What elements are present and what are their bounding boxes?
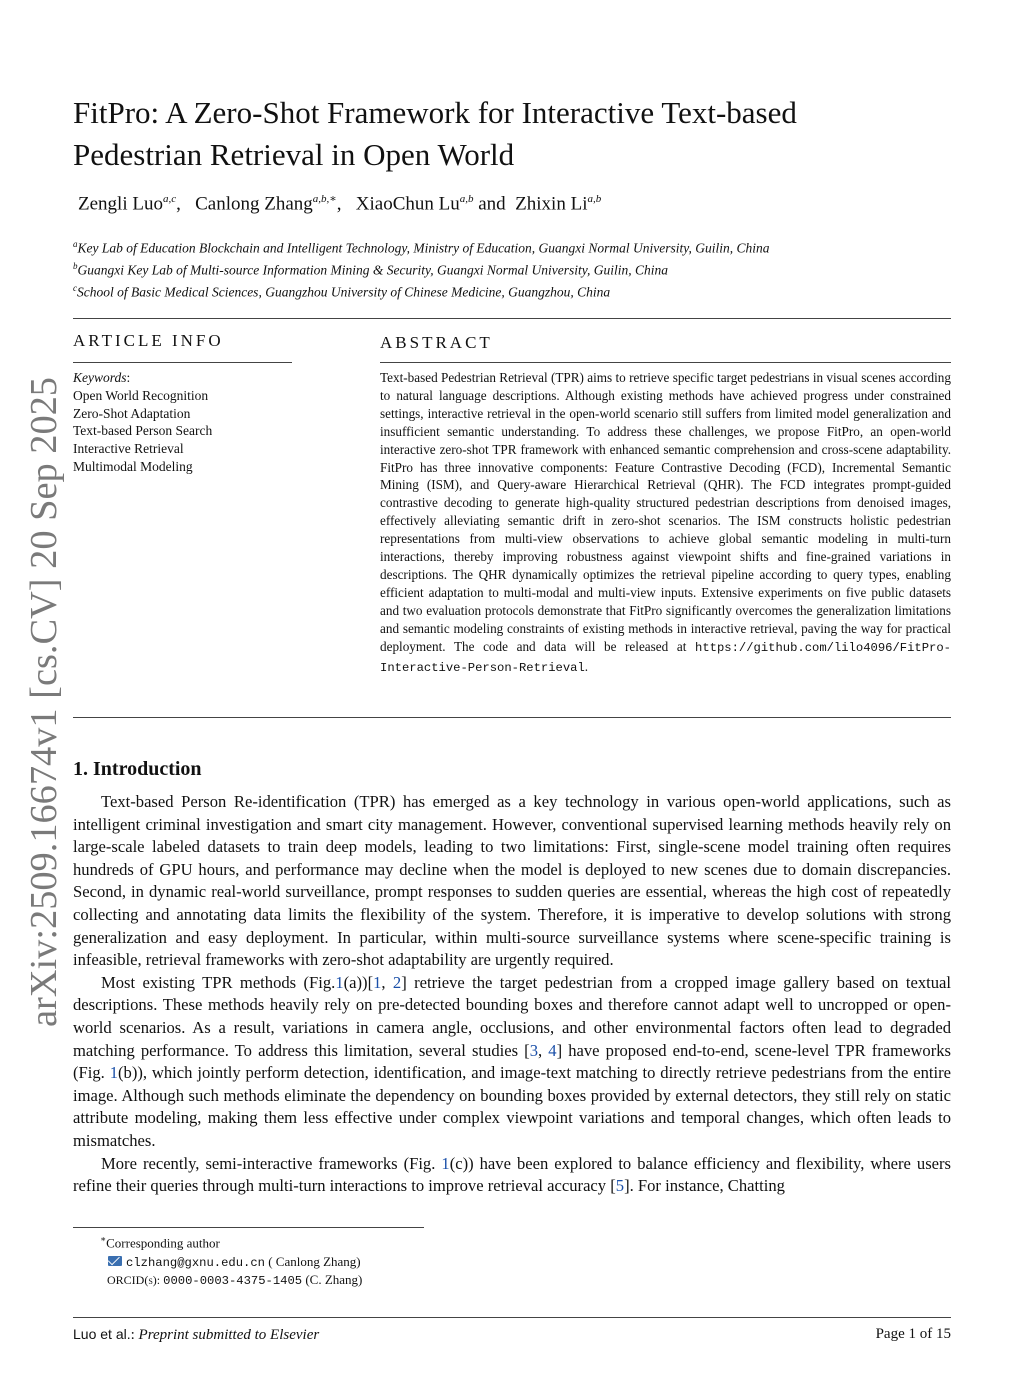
code-url-link[interactable]: https://github.com/lilo4096/FitPro-Interactive-Person-Retrieval <box>380 640 951 675</box>
email-icon <box>108 1256 122 1266</box>
arxiv-stamp-svg <box>18 372 66 1032</box>
author-name: XiaoChun Lu <box>355 193 460 215</box>
email-owner: ( Canlong Zhang) <box>264 1254 361 1269</box>
affiliation-text: Key Lab of Education Blockchain and Intelligent Technology, Ministry of Education, Guangxi Normal University, Guilin, China <box>77 240 770 256</box>
affiliation-mark: c <box>73 283 77 293</box>
keyword: Open World Recognition <box>73 387 209 403</box>
abstract-body <box>380 369 951 677</box>
author-name: Zengli Luo <box>78 193 163 215</box>
keyword: Multimodal Modeling <box>73 458 193 474</box>
email-link[interactable]: clzhang@gxnu.edu.cn <box>126 1256 265 1270</box>
orcid-label: ORCID(s): <box>107 1273 164 1287</box>
author-affil-mark: a,b <box>459 193 474 205</box>
keyword: Zero-Shot Adaptation <box>73 405 191 421</box>
footnote-corresponding: ∗Corresponding author <box>100 1234 220 1251</box>
keyword: Text-based Person Search <box>73 423 213 439</box>
author-affil-mark: a,c <box>162 193 177 205</box>
author-affil-mark: a,b,∗ <box>312 193 337 205</box>
arxiv-stamp-text: arXiv:2509.16674v1 [cs.CV] 20 Sep 2025 <box>23 383 65 1027</box>
article-info-divider <box>73 362 292 363</box>
introduction-body <box>73 791 951 1198</box>
title-line-1: FitPro: A Zero-Shot Framework for Interactive Text-based <box>73 95 797 130</box>
orcid-owner: (C. Zhang) <box>302 1272 363 1287</box>
footer-divider <box>73 1317 951 1318</box>
keywords-label: Keywords <box>73 370 127 385</box>
affiliation <box>73 283 973 301</box>
footer-left: Luo et al.: Preprint submitted to Elsevier <box>73 1326 320 1343</box>
affiliation-mark: b <box>73 261 78 271</box>
header-divider <box>73 318 951 319</box>
arxiv-stamp <box>18 372 66 1032</box>
affiliation-mark: a <box>73 239 78 249</box>
section-heading-introduction: 1. Introduction <box>73 758 202 780</box>
footnote-divider <box>73 1227 424 1228</box>
article-info-heading: ARTICLE INFO <box>73 331 224 350</box>
paper-title <box>73 92 953 176</box>
affiliation <box>73 239 973 257</box>
citation-link[interactable]: 4 <box>548 1040 557 1060</box>
affiliation-text: School of Basic Medical Sciences, Guangzhou University of Chinese Medicine, Guangzhou, China <box>77 284 611 300</box>
author-name: Zhixin Li <box>515 193 588 215</box>
footer-authors: Luo et al. <box>73 1326 131 1342</box>
footnote-email <box>108 1254 361 1270</box>
citation-link[interactable]: 5 <box>615 1176 625 1196</box>
affiliation-text: Guangxi Key Lab of Multi-source Information Mining & Security, Guangxi Normal University, Guilin, China <box>77 262 668 278</box>
author-name: Canlong Zhang <box>195 193 313 215</box>
citation-link[interactable]: 3 <box>529 1040 538 1060</box>
paragraph: Most existing TPR methods (Fig.1(a))[1, 2] retrieve the target pedestrian from a cropped image gallery based on textual descriptions. These methods heavily rely on pre-detected bounding boxes and therefore cannot adapt well to uncropped or open-world scenarios. As a result, variations in camera angle, occlusions, and other environmental factors often lead to degraded matching performance. To address this limitation, several studies [3, 4] have proposed end-to-end, scene-level TPR frameworks (Fig. 1(b)), which jointly perform detection, identification, and image-text matching to directly retrieve pedestrians from the entire image. Although such methods eliminate the dependency on bounding boxes provided by external detectors, they still rely on static attribute modeling, making them less effective under complex viewpoint variations and temporal changes, which often leads to mismatches. <box>73 972 952 1150</box>
footnote-orcid <box>107 1272 362 1288</box>
paragraph: Text-based Person Re-identification (TPR) has emerged as a key technology in various open-world applications, such as intelligent criminal investigation and smart city management. However, conventional supervised learning methods heavily rely on large-scale labeled datasets to train deep models, leading to two limitations: First, single-scene model training often requires hundreds of GPU hours, and performance may decline when the model is deployed to new scenes due to domain discrepancies. Second, in dynamic real-world surveillance, prompt responses to sudden queries are essential, whereas the high cost of repeatedly collecting and annotating data limits the flexibility of the system. Therefore, it is imperative to develop solutions with strong generalization and easy deployment. In particular, within multi-source surveillance systems where scene-specific training is infeasible, retrieval frameworks with zero-shot adaptability are urgently required. <box>73 792 951 970</box>
author-list: Zengli Luo$^{a,c}$, Canlong Zhang$^{a,b,∗}$, XiaoChun Lu$^{a,b}$ and Zhixin Li$^{a,b}$ <box>78 193 602 215</box>
affiliation <box>73 261 973 279</box>
abstract-divider <box>380 362 951 363</box>
abstract-end: . <box>584 658 589 674</box>
figure-ref[interactable]: 1 <box>335 972 344 992</box>
figure-ref[interactable]: 1 <box>109 1063 118 1083</box>
footnote-text: Corresponding author <box>106 1235 220 1251</box>
keyword: Interactive Retrieval <box>73 441 184 457</box>
abstract-heading: ABSTRACT <box>380 333 493 352</box>
figure-ref[interactable]: 1 <box>441 1153 450 1173</box>
footer-venue: Preprint submitted to Elsevier <box>138 1327 320 1343</box>
paragraph: More recently, semi-interactive frameworks (Fig. 1(c)) have been explored to balance efficiency and flexibility, where users refine their queries through multi-turn interactions to improve retrieval accuracy [5]. For instance, Chatting <box>73 1153 952 1196</box>
keywords-block: Keywords: Open World Recognition Zero-Shot Adaptation Text-based Person Search Interactive Retrieval Multimodal Modeling <box>73 370 213 474</box>
title-line-2: Pedestrian Retrieval in Open World <box>73 137 515 172</box>
author-affil-mark: a,b <box>587 193 602 205</box>
abstract-end-divider <box>73 717 951 718</box>
abstract-text: Text-based Pedestrian Retrieval (TPR) aims to retrieve specific target pedestrians in visual scenes according to natural language descriptions. Although existing methods have achieved progress under constrained settings, interactive retrieval in the open-world scenario still suffers from limited model generalization and insufficient semantic understanding. To address these challenges, we propose FitPro, an open-world interactive zero-shot TPR framework with enhanced semantic comprehension and cross-scene adaptability. FitPro has three innovative components: Feature Contrastive Decoding (FCD), Incremental Semantic Mining (ISM), and Query-aware Hierarchical Retrieval (QHR). The FCD integrates prompt-guided contrastive decoding to generate high-quality structured pedestrian descriptions from denoised images, effectively alleviating semantic drift in zero-shot scenarios. The ISM constructs holistic pedestrian representations from multi-view observations to achieve global semantic modeling in multi-turn interactions, thereby improving robustness against viewpoint shifts and fine-grained variations in descriptions. The QHR dynamically optimizes the retrieval pipeline according to query types, enabling efficient adaptation to multi-modal and multi-view inputs. Extensive experiments on five public datasets and two evaluation protocols demonstrate that FitPro significantly overcomes the generalization limitations and semantic modeling constraints of existing methods in interactive retrieval, paving the way for practical deployment. The code and data will be released at <box>380 370 951 654</box>
orcid-id: 0000-0003-4375-1405 <box>163 1274 303 1288</box>
author-conjunction: and <box>478 193 506 215</box>
citation-link[interactable]: 2 <box>392 972 402 992</box>
citation-link[interactable]: 1 <box>373 972 382 992</box>
page-number: Page 1 of 15 <box>875 1326 951 1342</box>
